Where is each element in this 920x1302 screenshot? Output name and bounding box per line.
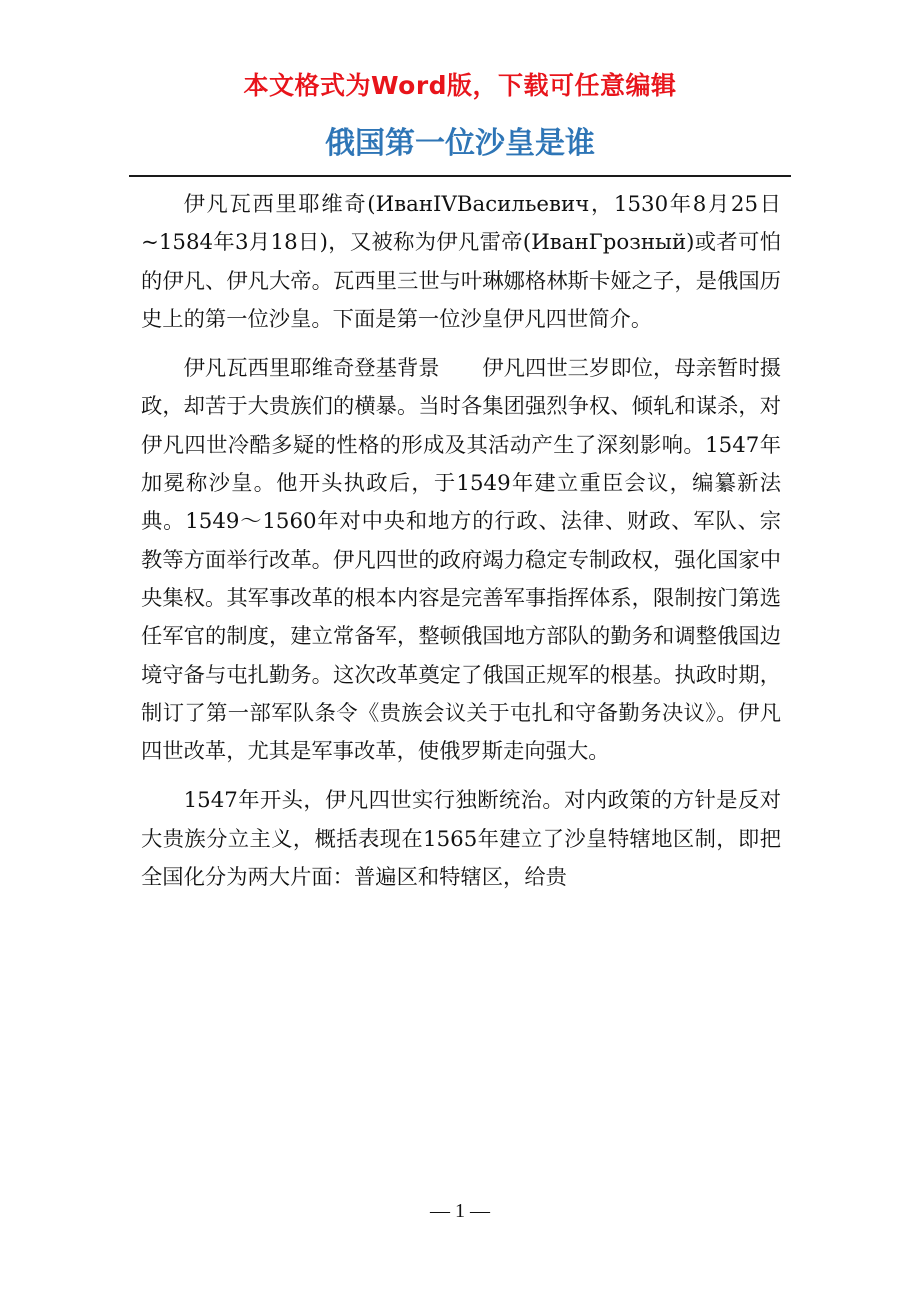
page-number: — 1 — <box>430 1200 490 1222</box>
paragraph-intro: 伊凡瓦西里耶维奇(ИванIVВасильевич，1530年8月25日~1584年3月18日)，又被称为伊凡雷帝(ИванГрозный)或者可怕的伊凡、伊凡大帝。瓦西里三世与叶琳娜格林斯卡娅之子，是俄国历史上的第一位沙皇。下面是第一位沙皇伊凡四世简介。 <box>141 192 781 332</box>
page-title: 俄国第一位沙皇是谁 <box>325 126 595 161</box>
download-banner: 本文格式为Word版，下载可任意编辑 <box>243 71 677 100</box>
paragraph-rule: 1547年开头，伊凡四世实行独断统治。对内政策的方针是反对大贵族分立主义，概括表现在1565年建立了沙皇特辖地区制，即把全国化分为两大片面：普遍区和特辖区，给贵 <box>141 788 781 891</box>
paragraph-background: 伊凡瓦西里耶维奇登基背景 伊凡四世三岁即位，母亲暂时摄政，却苦于大贵族们的横暴。当时各集团强烈争权、倾轧和谋杀，对伊凡四世冷酷多疑的性格的形成及其活动产生了深刻影响。1547年加冕称沙皇。他开头执政后，于1549年建立重臣会议，编纂新法典。1549～1560年对中央和地方的行政、法律、财政、军队、宗教等方面举行改革。伊凡四世的政府竭力稳定专制政权，强化国家中央集权。其军事改革的根本内容是完善军事指挥体系，限制按门第选任军官的制度，建立常备军，整顿俄国地方部队的勤务和调整俄国边境守备与屯扎勤务。这次改革奠定了俄国正规军的根基。执政时期，制订了第一部军队条令《贵族会议关于屯扎和守备勤务决议》。伊凡四世改革，尤其是军事改革，使俄罗斯走向强大。 <box>141 356 781 765</box>
article-body <box>141 186 781 897</box>
title-divider <box>129 175 791 177</box>
